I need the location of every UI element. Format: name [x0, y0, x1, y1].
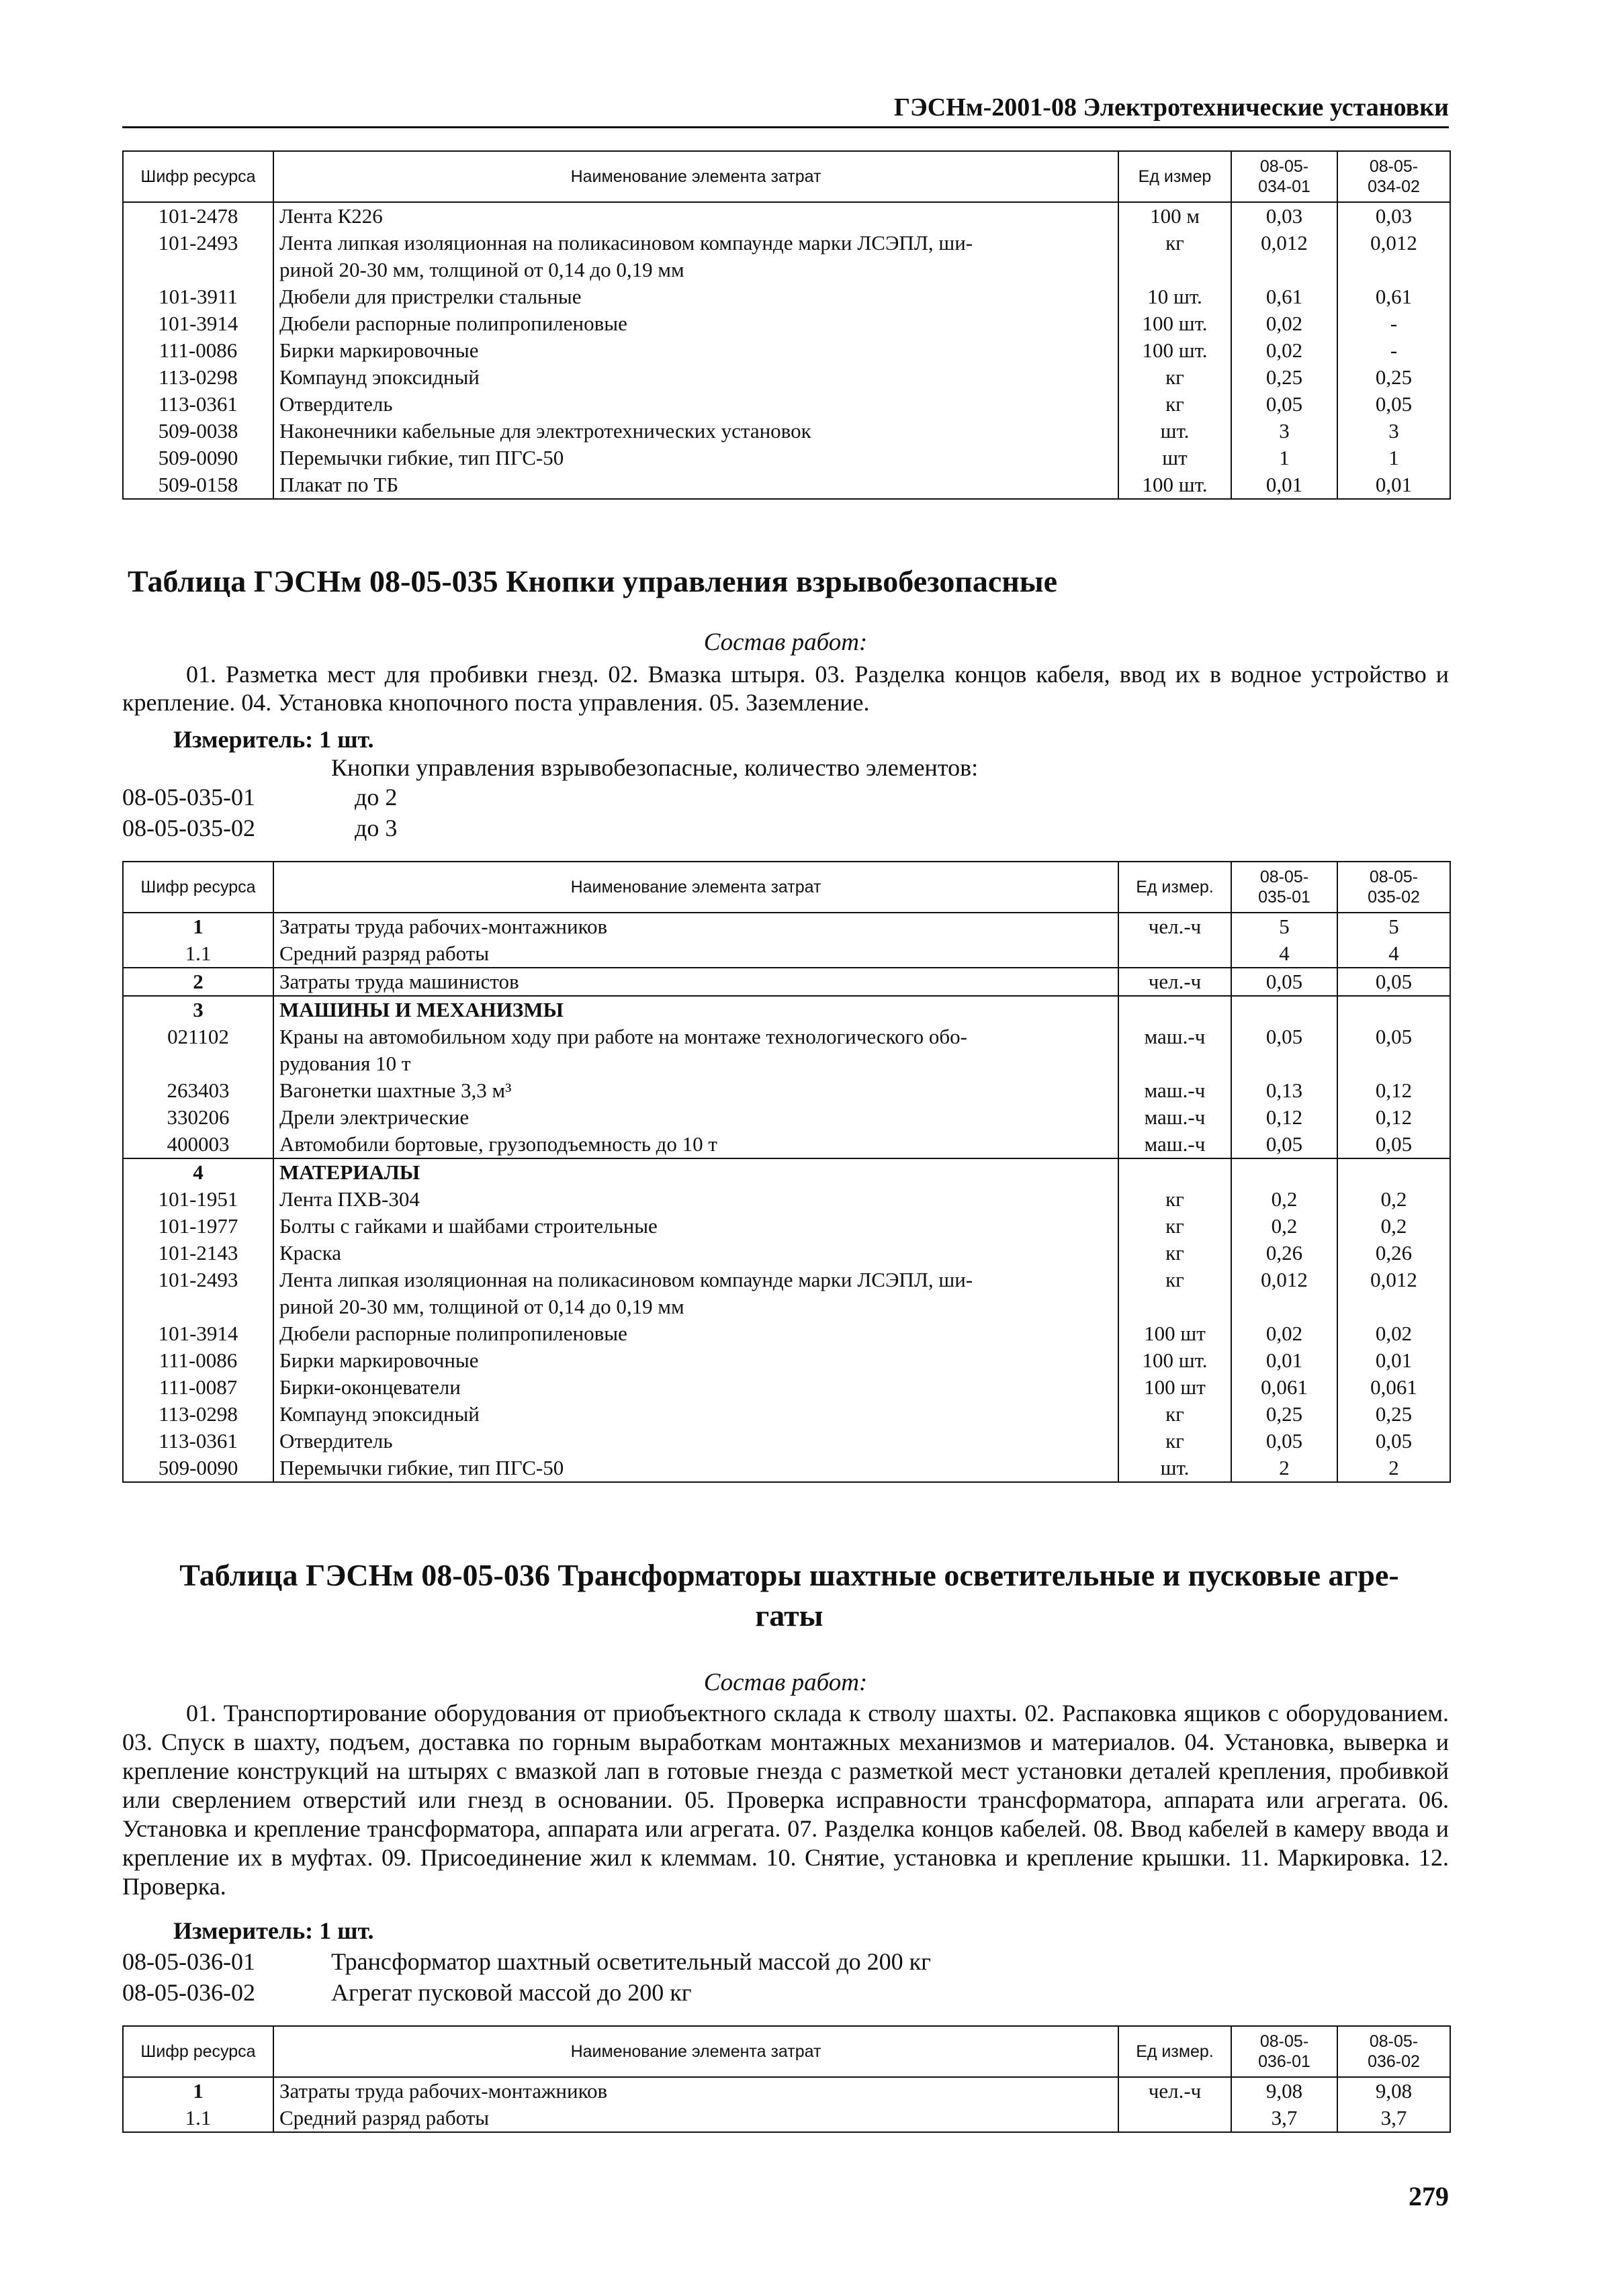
value-cell-variant-1: 9,08: [1231, 2077, 1337, 2105]
unit-cell: [1118, 940, 1231, 968]
value-cell-variant-1: 0,25: [1231, 364, 1337, 391]
resource-name-cell: Плакат по ТБ: [273, 471, 1118, 499]
value-cell-variant-2: 0,2: [1337, 1213, 1450, 1240]
value-cell-variant-1: 0,012: [1231, 1267, 1337, 1320]
table-row: [123, 283, 1450, 310]
unit-cell: чел.-ч: [1118, 968, 1231, 996]
resource-name-cell: Компаунд эпоксидный: [273, 1401, 1118, 1428]
variant-code: 08-05-036-01: [122, 1948, 255, 1975]
table-body: [123, 202, 1450, 499]
resource-table-034: [122, 150, 1451, 500]
resource-name-cell: Отвердитель: [273, 1428, 1118, 1455]
resource-code-cell: 263403: [123, 1077, 273, 1104]
resource-name-cell: Средний разряд работы: [273, 2105, 1118, 2132]
value-cell-variant-1: 0,061: [1231, 1374, 1337, 1401]
resource-name-cell: Лента К226: [273, 202, 1118, 230]
col-header-variant-2: 08-05- 034-02: [1337, 151, 1450, 202]
table-row: [123, 418, 1450, 445]
unit-cell: 100 шт.: [1118, 1347, 1231, 1374]
value-cell-variant-2: 0,12: [1337, 1077, 1450, 1104]
unit-cell: кг: [1118, 1186, 1231, 1213]
value-cell-variant-1: 3,7: [1231, 2105, 1337, 2132]
unit-cell: кг: [1118, 364, 1231, 391]
unit-cell: шт.: [1118, 1455, 1231, 1482]
col-header-code: Шифр ресурса: [123, 151, 273, 202]
value-cell-variant-1: 0,61: [1231, 283, 1337, 310]
value-cell-variant-2: 0,01: [1337, 1347, 1450, 1374]
value-cell-variant-1: 0,05: [1231, 391, 1337, 418]
unit-cell: маш.-ч: [1118, 1104, 1231, 1131]
resource-name-cell: Затраты труда рабочих-монтажников: [273, 913, 1118, 940]
value-cell-variant-1: 2: [1231, 1455, 1337, 1482]
value-cell-variant-1: 4: [1231, 940, 1337, 968]
unit-cell: кг: [1118, 1428, 1231, 1455]
resource-code-cell: 3: [123, 996, 273, 1023]
unit-cell: [1118, 2105, 1231, 2132]
value-cell-variant-1: 0,05: [1231, 968, 1337, 996]
resource-code-cell: 111-0087: [123, 1374, 273, 1401]
value-cell-variant-1: 5: [1231, 913, 1337, 940]
resource-name-cell: Средний разряд работы: [273, 940, 1118, 968]
table-row: [123, 310, 1450, 337]
work-composition-label-035: Состав работ:: [703, 629, 868, 656]
col-header-code: Шифр ресурса: [123, 862, 273, 913]
col-header-unit: Ед измер.: [1118, 2026, 1231, 2077]
unit-cell: кг: [1118, 1267, 1231, 1320]
unit-cell: 100 шт: [1118, 1374, 1231, 1401]
resource-name-cell: Наконечники кабельные для электротехнических установок: [273, 418, 1118, 445]
table-row: [123, 1267, 1450, 1320]
resource-name-cell: Болты с гайками и шайбами строительные: [273, 1213, 1118, 1240]
table-body: [123, 2077, 1450, 2132]
resource-name-cell: Затраты труда рабочих-монтажников: [273, 2077, 1118, 2105]
table-row: [123, 1077, 1450, 1104]
value-cell-variant-2: 3,7: [1337, 2105, 1450, 2132]
value-cell-variant-1: [1231, 996, 1337, 1023]
table-row: [123, 2105, 1450, 2132]
value-cell-variant-1: 0,05: [1231, 1131, 1337, 1158]
resource-code-cell: 101-2478: [123, 202, 273, 230]
unit-cell: кг: [1118, 1401, 1231, 1428]
table-title-035: Таблица ГЭСНм 08-05-035 Кнопки управления взрывобезопасные: [128, 564, 1058, 598]
unit-cell: маш.-ч: [1118, 1023, 1231, 1077]
unit-cell: 100 шт: [1118, 1320, 1231, 1347]
unit-cell: кг: [1118, 391, 1231, 418]
value-cell-variant-1: 0,25: [1231, 1401, 1337, 1428]
unit-cell: кг: [1118, 230, 1231, 283]
table-row: [123, 471, 1450, 499]
table-row: [123, 1347, 1450, 1374]
value-cell-variant-2: 0,25: [1337, 364, 1450, 391]
work-composition-text-036: 01. Транспортирование оборудования от приобъектного склада к стволу шахты. 02. Распаковка ящиков с оборудованием. 03. Спуск в шахту, подъем, доставка по горным выработкам монтажных механизмов и материалов. 04. Установка, выверка и крепление конструкций на штырях с вмазкой лап в готовые гнезда с разметкой мест установки деталей крепления, пробивкой или сверлением отверстий или гнезд в основании. 05. Проверка исправности трансформатора, аппарата или агрегата. 06. Установка и крепление трансформатора, аппарата или агрегата. 07. Разделка концов кабелей. 08. Ввод кабелей в камеру ввода и крепление их в муфтах. 09. Присоединение жил к клеммам. 10. Снятие, установка и крепление крышки. 11. Маркировка. 12. Проверка.: [122, 1700, 1449, 1900]
col-header-name: Наименование элемента затрат: [273, 2026, 1118, 2077]
resource-name-cell: Дюбели распорные полипропиленовые: [273, 310, 1118, 337]
unit-cell: 10 шт.: [1118, 283, 1231, 310]
value-cell-variant-2: [1337, 996, 1450, 1023]
resource-code-cell: 101-2143: [123, 1240, 273, 1267]
resource-table-036: [122, 2025, 1451, 2133]
resource-code-cell: 101-3914: [123, 310, 273, 337]
value-cell-variant-2: 0,03: [1337, 202, 1450, 230]
value-cell-variant-1: 0,012: [1231, 230, 1337, 283]
value-cell-variant-2: 0,26: [1337, 1240, 1450, 1267]
unit-cell: маш.-ч: [1118, 1131, 1231, 1158]
col-header-variant-2: 08-05- 036-02: [1337, 2026, 1450, 2077]
value-cell-variant-2: 0,05: [1337, 391, 1450, 418]
resource-code-cell: 509-0158: [123, 471, 273, 499]
measure-unit-035: Измеритель: 1 шт.: [173, 726, 374, 753]
value-cell-variant-2: -: [1337, 310, 1450, 337]
unit-cell: [1118, 1158, 1231, 1186]
value-cell-variant-2: -: [1337, 337, 1450, 364]
resource-code-cell: 111-0086: [123, 1347, 273, 1374]
resource-name-cell: Лента ПХВ-304: [273, 1186, 1118, 1213]
resource-name-cell: Бирки маркировочные: [273, 337, 1118, 364]
table-row: [123, 1158, 1450, 1186]
unit-cell: кг: [1118, 1213, 1231, 1240]
value-cell-variant-2: 9,08: [1337, 2077, 1450, 2105]
table-row: [123, 364, 1450, 391]
value-cell-variant-1: 1: [1231, 445, 1337, 471]
value-cell-variant-1: 0,02: [1231, 337, 1337, 364]
table-row: [123, 391, 1450, 418]
col-header-unit: Ед измер: [1118, 151, 1231, 202]
work-composition-label-036: Состав работ:: [703, 1669, 868, 1696]
page-number: 279: [1409, 2181, 1449, 2211]
value-cell-variant-1: 0,13: [1231, 1077, 1337, 1104]
table-row: [123, 1104, 1450, 1131]
resource-code-cell: 330206: [123, 1104, 273, 1131]
value-cell-variant-1: 0,01: [1231, 1347, 1337, 1374]
value-cell-variant-1: 0,26: [1231, 1240, 1337, 1267]
resource-code-cell: 101-2493: [123, 1267, 273, 1320]
value-cell-variant-2: 0,25: [1337, 1401, 1450, 1428]
table-row: [123, 940, 1450, 968]
value-cell-variant-1: 0,02: [1231, 310, 1337, 337]
resource-name-cell: Лента липкая изоляционная на поликасиновом компаунде марки ЛСЭПЛ, ши- риной 20-30 мм, толщиной от 0,14 до 0,19 мм: [273, 1267, 1118, 1320]
value-cell-variant-1: [1231, 1158, 1337, 1186]
table-row: [123, 445, 1450, 471]
table-row: [123, 337, 1450, 364]
col-header-code: Шифр ресурса: [123, 2026, 273, 2077]
value-cell-variant-2: 0,05: [1337, 1131, 1450, 1158]
table-row: [123, 2077, 1450, 2105]
resource-code-cell: 1.1: [123, 940, 273, 968]
value-cell-variant-1: 0,05: [1231, 1428, 1337, 1455]
value-cell-variant-1: 0,2: [1231, 1186, 1337, 1213]
resource-code-cell: 101-2493: [123, 230, 273, 283]
resource-code-cell: 1: [123, 913, 273, 940]
resource-name-cell: Дюбели для пристрелки стальные: [273, 283, 1118, 310]
resource-code-cell: 101-3911: [123, 283, 273, 310]
unit-cell: 100 м: [1118, 202, 1231, 230]
unit-cell: кг: [1118, 1240, 1231, 1267]
resource-name-cell: Дрели электрические: [273, 1104, 1118, 1131]
measure-unit-036: Измеритель: 1 шт.: [173, 1917, 374, 1944]
resource-code-cell: 101-3914: [123, 1320, 273, 1347]
resource-name-cell: МАШИНЫ И МЕХАНИЗМЫ: [273, 996, 1118, 1023]
resource-code-cell: 400003: [123, 1131, 273, 1158]
table-body: [123, 913, 1450, 1482]
unit-cell: шт.: [1118, 418, 1231, 445]
variant-text: Трансформатор шахтный осветительный массой до 200 кг: [331, 1948, 931, 1975]
unit-cell: [1118, 996, 1231, 1023]
variant-code: 08-05-035-01: [122, 784, 255, 811]
table-title-036: Таблица ГЭСНм 08-05-036 Трансформаторы шахтные осветительные и пусковые агре- гаты: [179, 1558, 1399, 1633]
value-cell-variant-2: 0,012: [1337, 230, 1450, 283]
resource-code-cell: 509-0090: [123, 1455, 273, 1482]
table-row: [123, 1428, 1450, 1455]
value-cell-variant-2: 0,05: [1337, 968, 1450, 996]
resource-name-cell: Перемычки гибкие, тип ПГС-50: [273, 445, 1118, 471]
resource-code-cell: 1: [123, 2077, 273, 2105]
table-row: [123, 913, 1450, 940]
col-header-name: Наименование элемента затрат: [273, 862, 1118, 913]
resource-name-cell: Компаунд эпоксидный: [273, 364, 1118, 391]
table-row: [123, 1455, 1450, 1482]
resource-code-cell: 2: [123, 968, 273, 996]
value-cell-variant-2: 0,01: [1337, 471, 1450, 499]
resource-name-cell: Краска: [273, 1240, 1118, 1267]
value-cell-variant-1: 0,03: [1231, 202, 1337, 230]
work-composition-text-035: 01. Разметка мест для пробивки гнезд. 02. Вмазка штыря. 03. Разделка концов кабеля, ввод их в водное устройство и крепление. 04. Установка кнопочного поста управления. 05. Заземление.: [122, 661, 1449, 716]
table-row: [123, 230, 1450, 283]
value-cell-variant-2: 2: [1337, 1455, 1450, 1482]
resource-name-cell: Бирки-оконцеватели: [273, 1374, 1118, 1401]
table-row: [123, 1213, 1450, 1240]
value-cell-variant-1: 0,05: [1231, 1023, 1337, 1077]
resource-name-cell: Бирки маркировочные: [273, 1347, 1118, 1374]
variants-subtitle-035: Кнопки управления взрывобезопасные, количество элементов:: [331, 754, 979, 781]
resource-name-cell: Лента липкая изоляционная на поликасиновом компаунде марки ЛСЭПЛ, ши- риной 20-30 мм, толщиной от 0,14 до 0,19 мм: [273, 230, 1118, 283]
value-cell-variant-2: 0,012: [1337, 1267, 1450, 1320]
value-cell-variant-1: 3: [1231, 418, 1337, 445]
table-row: [123, 968, 1450, 996]
resource-code-cell: 101-1977: [123, 1213, 273, 1240]
col-header-name: Наименование элемента затрат: [273, 151, 1118, 202]
resource-code-cell: 113-0361: [123, 1428, 273, 1455]
unit-cell: 100 шт.: [1118, 471, 1231, 499]
resource-name-cell: Вагонетки шахтные 3,3 м³: [273, 1077, 1118, 1104]
running-header: ГЭСНм-2001-08 Электротехнические установки: [122, 93, 1449, 128]
table-row: [123, 996, 1450, 1023]
value-cell-variant-2: 0,05: [1337, 1428, 1450, 1455]
resource-code-cell: 111-0086: [123, 337, 273, 364]
value-cell-variant-2: 0,2: [1337, 1186, 1450, 1213]
resource-code-cell: 509-0038: [123, 418, 273, 445]
resource-code-cell: 101-1951: [123, 1186, 273, 1213]
table-row: [123, 1401, 1450, 1428]
resource-name-cell: Отвердитель: [273, 391, 1118, 418]
unit-cell: маш.-ч: [1118, 1077, 1231, 1104]
table-row: [123, 1186, 1450, 1213]
col-header-variant-1: 08-05- 035-01: [1231, 862, 1337, 913]
col-header-unit: Ед измер.: [1118, 862, 1231, 913]
value-cell-variant-2: 5: [1337, 913, 1450, 940]
resource-name-cell: Перемычки гибкие, тип ПГС-50: [273, 1455, 1118, 1482]
col-header-variant-1: 08-05- 034-01: [1231, 151, 1337, 202]
resource-name-cell: Затраты труда машинистов: [273, 968, 1118, 996]
resource-code-cell: 4: [123, 1158, 273, 1186]
table-row: [123, 202, 1450, 230]
resource-code-cell: 1.1: [123, 2105, 273, 2132]
col-header-variant-1: 08-05- 036-01: [1231, 2026, 1337, 2077]
unit-cell: шт: [1118, 445, 1231, 471]
table-row: [123, 1240, 1450, 1267]
unit-cell: чел.-ч: [1118, 2077, 1231, 2105]
table-row: [123, 1131, 1450, 1158]
value-cell-variant-1: 0,2: [1231, 1213, 1337, 1240]
value-cell-variant-2: 0,061: [1337, 1374, 1450, 1401]
resource-name-cell: Автомобили бортовые, грузоподъемность до 10 т: [273, 1131, 1118, 1158]
value-cell-variant-2: 3: [1337, 418, 1450, 445]
unit-cell: 100 шт.: [1118, 337, 1231, 364]
value-cell-variant-2: [1337, 1158, 1450, 1186]
resource-code-cell: 509-0090: [123, 445, 273, 471]
unit-cell: 100 шт.: [1118, 310, 1231, 337]
variant-text: Агрегат пусковой массой до 200 кг: [331, 1979, 692, 2006]
variant-text: до 3: [355, 815, 398, 841]
resource-name-cell: МАТЕРИАЛЫ: [273, 1158, 1118, 1186]
value-cell-variant-1: 0,02: [1231, 1320, 1337, 1347]
unit-cell: чел.-ч: [1118, 913, 1231, 940]
variant-text: до 2: [355, 784, 398, 811]
variant-code: 08-05-035-02: [122, 815, 255, 841]
value-cell-variant-2: 0,61: [1337, 283, 1450, 310]
value-cell-variant-1: 0,01: [1231, 471, 1337, 499]
table-row: [123, 1374, 1450, 1401]
value-cell-variant-2: 4: [1337, 940, 1450, 968]
value-cell-variant-2: 0,05: [1337, 1023, 1450, 1077]
value-cell-variant-2: 1: [1337, 445, 1450, 471]
resource-code-cell: 113-0298: [123, 1401, 273, 1428]
col-header-variant-2: 08-05- 035-02: [1337, 862, 1450, 913]
variant-code: 08-05-036-02: [122, 1979, 255, 2006]
value-cell-variant-2: 0,02: [1337, 1320, 1450, 1347]
table-row: [123, 1023, 1450, 1077]
table-row: [123, 1320, 1450, 1347]
value-cell-variant-1: 0,12: [1231, 1104, 1337, 1131]
resource-code-cell: 021102: [123, 1023, 273, 1077]
resource-code-cell: 113-0298: [123, 364, 273, 391]
resource-name-cell: Краны на автомобильном ходу при работе на монтаже технологического обо- рудования 10 т: [273, 1023, 1118, 1077]
value-cell-variant-2: 0,12: [1337, 1104, 1450, 1131]
resource-code-cell: 113-0361: [123, 391, 273, 418]
resource-table-035: [122, 861, 1451, 1483]
resource-name-cell: Дюбели распорные полипропиленовые: [273, 1320, 1118, 1347]
